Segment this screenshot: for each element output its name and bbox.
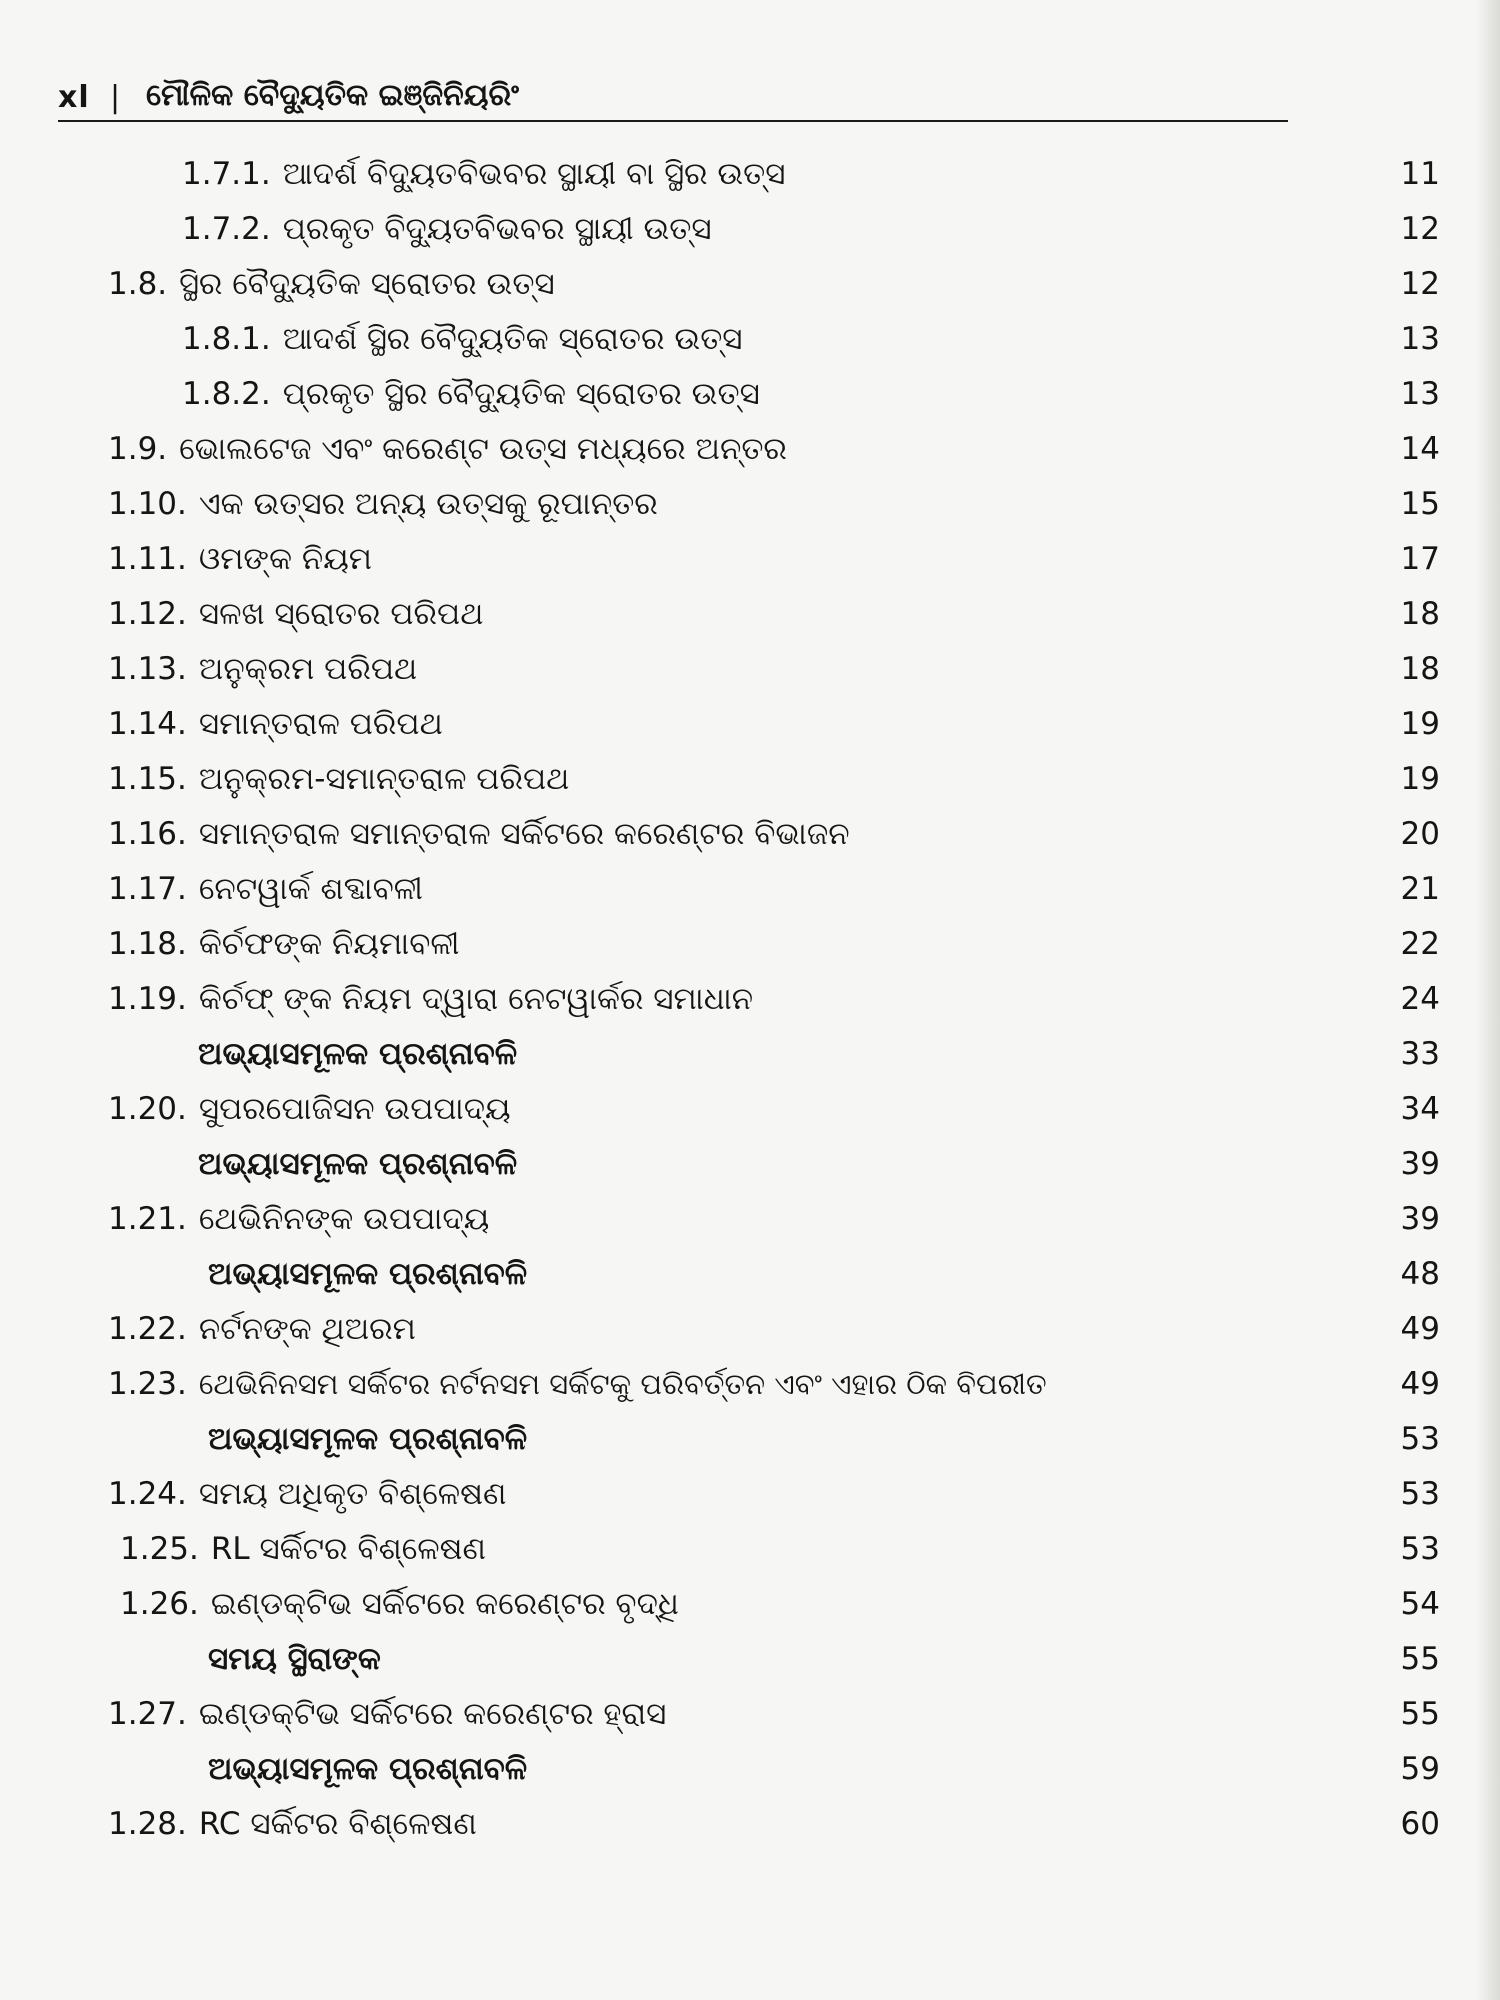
toc-entry-title: ନେଟୱାର୍କ ଶବ୍ଦାବଳୀ	[198, 871, 423, 907]
toc-entry-1-28	[0, 1798, 1500, 1850]
header-page-number: xl	[58, 80, 90, 115]
toc-entry-title: ଅନୁକ୍ରମ-ସମାନ୍ତରାଳ ପରିପଥ	[198, 761, 570, 797]
toc-entry-title: ଅଭ୍ୟାସମୂଳକ ପ୍ରଶ୍ନାବଳି	[198, 1036, 518, 1072]
toc-entry-page: 12	[1400, 266, 1440, 302]
toc-entry-1-17	[0, 863, 1500, 915]
toc-entry-number: 1.19.	[108, 981, 187, 1017]
toc-entry-number: 1.18.	[108, 926, 187, 962]
toc-entry-page: 21	[1400, 871, 1440, 907]
toc-entry-page: 34	[1400, 1091, 1440, 1127]
toc-entry-page: 13	[1400, 376, 1440, 412]
toc-entry-1-7-2	[0, 203, 1500, 255]
toc-entry-title: ସମାନ୍ତରାଳ ସମାନ୍ତରାଳ ସର୍କିଟରେ କରେଣ୍ଟର ବିଭାଜନ	[198, 816, 850, 852]
toc-entry-title: ସଳଖ ସ୍ରୋତର ପରିପଥ	[198, 596, 484, 632]
toc-entry-number: 1.27.	[108, 1696, 187, 1732]
toc-entry-title: ଥେଭିନିନଙ୍କ ଉପପାଦ୍ୟ	[198, 1201, 490, 1237]
toc-entry-title: ଆଦର୍ଶ ସ୍ଥିର ବୈଦ୍ୟୁତିକ ସ୍ରୋତର ଉତ୍ସ	[282, 321, 743, 357]
toc-entry-number: 1.26.	[120, 1586, 199, 1622]
toc-entry-1-16	[0, 808, 1500, 860]
toc-entry-page: 24	[1400, 981, 1440, 1017]
toc-entry-number: 1.23.	[108, 1366, 187, 1402]
toc-entry-1-14	[0, 698, 1500, 750]
toc-entry-number: 1.17.	[108, 871, 187, 907]
toc-entry-page: 49	[1400, 1366, 1440, 1402]
toc-entry-1-26	[0, 1578, 1500, 1630]
toc-entry-1-19	[0, 973, 1500, 1025]
toc-entry-page: 53	[1400, 1421, 1440, 1457]
toc-entry-page: 14	[1400, 431, 1440, 467]
toc-entry-number: 1.25.	[120, 1531, 199, 1567]
toc-entry-number: 1.8.1.	[182, 321, 271, 357]
toc-entry-number: 1.24.	[108, 1476, 187, 1512]
toc-entry-page: 33	[1400, 1036, 1440, 1072]
toc-entry-page: 39	[1400, 1146, 1440, 1182]
toc-entry-number: 1.7.1.	[182, 156, 271, 192]
header-book-title: ମୌଳିକ ବୈଦ୍ୟୁତିକ ଇଞ୍ଜିନିୟରିଂ	[146, 78, 519, 113]
toc-entry-title: ପ୍ରକୃତ ବିଦ୍ୟୁତବିଭବର ସ୍ଥାୟୀ ଉତ୍ସ	[282, 211, 712, 247]
toc-entry-1-10	[0, 478, 1500, 530]
header-separator: |	[110, 80, 121, 115]
toc-entry-1-21	[0, 1193, 1500, 1245]
toc-entry-title: ଥେଭିନିନସମ ସର୍କିଟର ନର୍ଟନସମ ସର୍କିଟକୁ ପରିବର୍ତ୍ତନ ଏବଂ ଏହାର ଠିକ ବିପରୀତ	[198, 1367, 1047, 1401]
toc-entry-1-27	[0, 1688, 1500, 1740]
toc-entry-title: ସମାନ୍ତରାଳ ପରିପଥ	[198, 706, 443, 742]
toc-entry-title: ଓମଙ୍କ ନିୟମ	[198, 541, 372, 577]
toc-entry-page: 55	[1400, 1696, 1440, 1732]
toc-entry-number: 1.7.2.	[182, 211, 271, 247]
toc-entry-title: ପ୍ରକୃତ ସ୍ଥିର ବୈଦ୍ୟୁତିକ ସ୍ରୋତର ଉତ୍ସ	[282, 376, 760, 412]
toc-entry-number: 1.16.	[108, 816, 187, 852]
toc-entry-page: 12	[1400, 211, 1440, 247]
toc-entry-title: ଅଭ୍ୟାସମୂଳକ ପ୍ରଶ୍ନାବଳି	[208, 1421, 528, 1457]
toc-entry-1-12	[0, 588, 1500, 640]
toc-entry-1-13	[0, 643, 1500, 695]
toc-entry-title: ନର୍ଟନଙ୍କ ଥିଅରମ	[198, 1311, 416, 1347]
toc-entry-exercise-2	[0, 1138, 1500, 1190]
toc-entry-1-18	[0, 918, 1500, 970]
toc-entry-number: 1.21.	[108, 1201, 187, 1237]
toc-entry-page: 48	[1400, 1256, 1440, 1292]
toc-entry-number: 1.22.	[108, 1311, 187, 1347]
toc-entry-title: RC ସର୍କିଟର ବିଶ୍ଳେଷଣ	[198, 1806, 477, 1842]
toc-entry-title: ଭୋଲଟେଜ ଏବଂ କରେଣ୍ଟ ଉତ୍ସ ମଧ୍ୟରେ ଅନ୍ତର	[179, 431, 787, 467]
toc-entry-number: 1.11.	[108, 541, 187, 577]
toc-entry-exercise-4	[0, 1413, 1500, 1465]
toc-entry-time-constant	[0, 1633, 1500, 1685]
toc-entry-page: 60	[1400, 1806, 1440, 1842]
toc-entry-page: 20	[1400, 816, 1440, 852]
toc-entry-title: RL ସର୍କିଟର ବିଶ୍ଳେଷଣ	[210, 1531, 486, 1567]
toc-entry-page: 13	[1400, 321, 1440, 357]
toc-entry-number: 1.10.	[108, 486, 187, 522]
toc-entry-page: 49	[1400, 1311, 1440, 1347]
toc-entry-title: ଇଣ୍ଡକ୍ଟିଭ ସର୍କିଟରେ କରେଣ୍ଟର ବୃଦ୍ଧି	[210, 1586, 679, 1622]
toc-entry-number: 1.20.	[108, 1091, 187, 1127]
toc-entry-1-11	[0, 533, 1500, 585]
toc-entry-title: କିର୍ଚଫ୍ ଙ୍କ ନିୟମ ଦ୍ୱାରା ନେଟୱାର୍କର ସମାଧାନ	[198, 981, 754, 1017]
toc-entry-title: ଆଦର୍ଶ ବିଦ୍ୟୁତବିଭବର ସ୍ଥାୟୀ ବା ସ୍ଥିର ଉତ୍ସ	[282, 156, 786, 192]
toc-entry-number: 1.8.	[108, 266, 168, 302]
toc-entry-1-25	[0, 1523, 1500, 1575]
toc-entry-number: 1.8.2.	[182, 376, 271, 412]
toc-entry-1-8-2	[0, 368, 1500, 420]
toc-entry-page: 22	[1400, 926, 1440, 962]
toc-entry-page: 18	[1400, 596, 1440, 632]
toc-entry-page: 15	[1400, 486, 1440, 522]
toc-entry-number: 1.28.	[108, 1806, 187, 1842]
toc-entry-title: ସ୍ଥିର ବୈଦ୍ୟୁତିକ ସ୍ରୋତର ଉତ୍ସ	[179, 266, 555, 302]
toc-entry-1-7-1	[0, 148, 1500, 200]
toc-entry-1-8-1	[0, 313, 1500, 365]
toc-entry-page: 53	[1400, 1476, 1440, 1512]
toc-entry-1-8	[0, 258, 1500, 310]
toc-entry-number: 1.13.	[108, 651, 187, 687]
toc-entry-title: କିର୍ଚଫଙ୍କ ନିୟମାବଳୀ	[198, 926, 460, 962]
toc-entry-title: ଅନୁକ୍ରମ ପରିପଥ	[198, 651, 418, 687]
toc-entry-page: 39	[1400, 1201, 1440, 1237]
toc-entry-title: ସୁପରପୋଜିସନ ଉପପାଦ୍ୟ	[198, 1091, 511, 1127]
toc-entry-title: ସମୟ ସ୍ଥିରାଙ୍କ	[208, 1641, 381, 1677]
toc-entry-page: 11	[1400, 156, 1440, 192]
toc-entry-page: 17	[1400, 541, 1440, 577]
toc-entry-exercise-1	[0, 1028, 1500, 1080]
toc-entry-title: ଅଭ୍ୟାସମୂଳକ ପ୍ରଶ୍ନାବଳି	[198, 1146, 518, 1182]
toc-entry-1-15	[0, 753, 1500, 805]
toc-entry-1-20	[0, 1083, 1500, 1135]
toc-entry-title: ଏକ ଉତ୍ସର ଅନ୍ୟ ଉତ୍ସକୁ ରୂପାନ୍ତର	[198, 486, 658, 522]
toc-entry-exercise-5	[0, 1743, 1500, 1795]
toc-entry-exercise-3	[0, 1248, 1500, 1300]
toc-entry-number: 1.12.	[108, 596, 187, 632]
toc-entry-number: 1.14.	[108, 706, 187, 742]
toc-entry-page: 55	[1400, 1641, 1440, 1677]
toc-entry-1-9	[0, 423, 1500, 475]
toc-entry-1-24	[0, 1468, 1500, 1520]
toc-entry-title: ଅଭ୍ୟାସମୂଳକ ପ୍ରଶ୍ନାବଳି	[208, 1751, 528, 1787]
toc-entry-number: 1.9.	[108, 431, 168, 467]
toc-entry-page: 18	[1400, 651, 1440, 687]
toc-entry-title: ସମୟ ଅଧିକୃତ ବିଶ୍ଳେଷଣ	[198, 1476, 507, 1512]
toc-entry-number: 1.15.	[108, 761, 187, 797]
toc-entry-title: ଅଭ୍ୟାସମୂଳକ ପ୍ରଶ୍ନାବଳି	[208, 1256, 528, 1292]
toc-entry-1-23	[0, 1358, 1500, 1410]
toc-entry-page: 53	[1400, 1531, 1440, 1567]
toc-entry-page: 59	[1400, 1751, 1440, 1787]
toc-entry-page: 19	[1400, 761, 1440, 797]
toc-entry-title: ଇଣ୍ଡକ୍ଟିଭ ସର୍କିଟରେ କରେଣ୍ଟର ହ୍ରାସ	[198, 1696, 667, 1732]
toc-entry-page: 19	[1400, 706, 1440, 742]
toc-entry-1-22	[0, 1303, 1500, 1355]
toc-entry-page: 54	[1400, 1586, 1440, 1622]
